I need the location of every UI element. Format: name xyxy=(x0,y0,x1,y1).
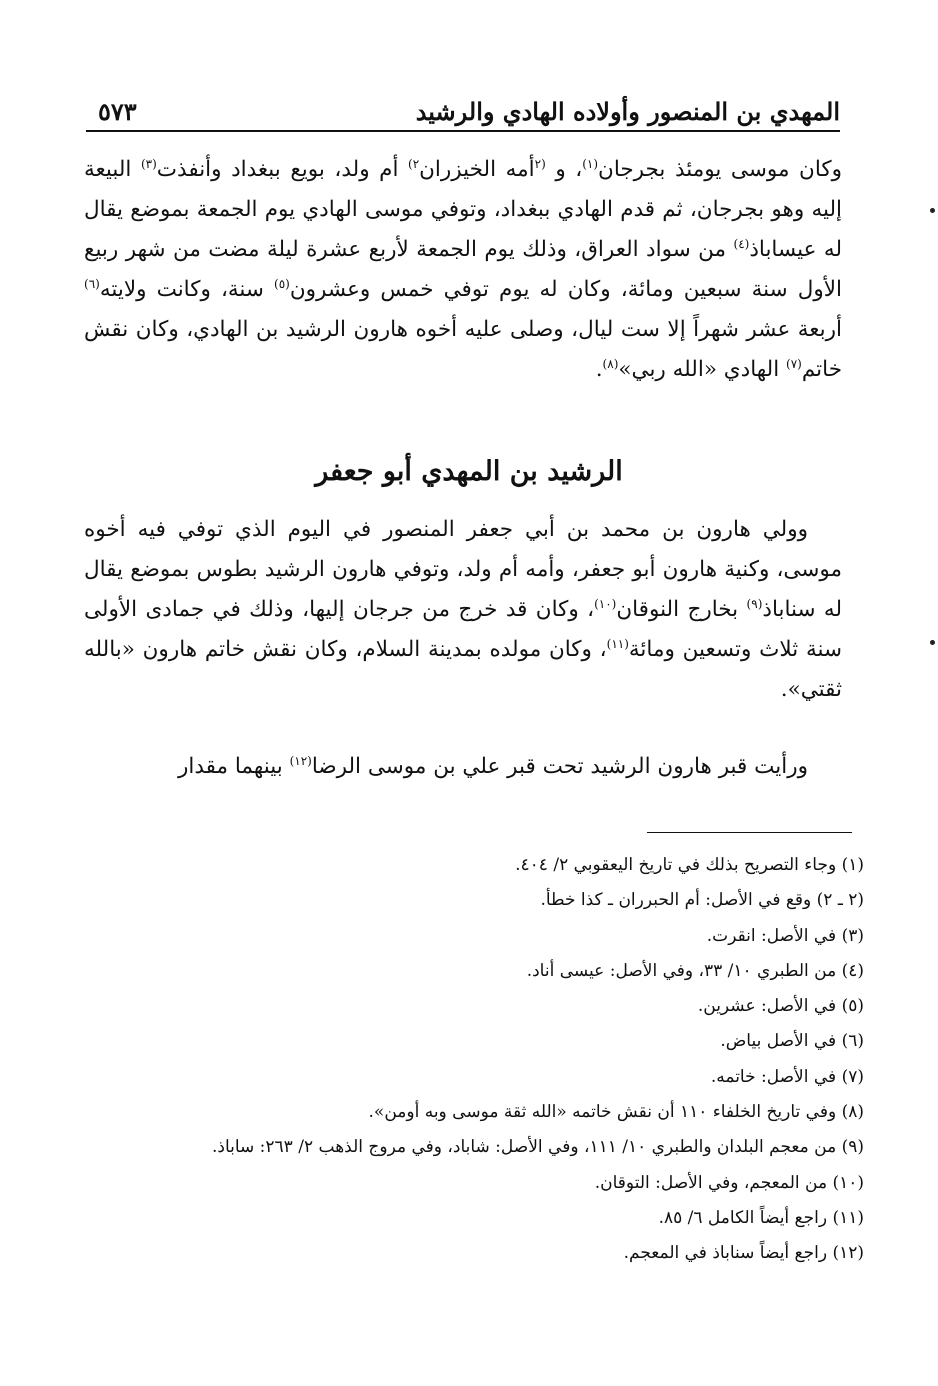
text-run: وولي هارون بن محمد بن أبي جعفر المنصور في اليوم الذي توفي فيه أخوه موسى، وكنية هارون أبو جعفر، وأمه أم ولد، وتوفي هارون الرشيد بطوس بموضع يقال له سناباذ xyxy=(84,517,843,622)
text-run: البيعة إليه وهو بجرجان، ثم قدم الهادي ببغداد، وتوفي موسى الهادي يوم الجمعة بموضع يقال له عيساباذ xyxy=(84,157,842,262)
section-heading: الرشيد بن المهدي أبو جعفر xyxy=(315,456,623,487)
footnote-ref: (٤) xyxy=(733,236,750,251)
footnote-2: (٢ ـ ٢) وقع في الأصل: أم الحبرران ـ كذا خطأ. xyxy=(540,890,864,911)
footnote-ref: (٧) xyxy=(786,356,802,371)
paragraph-2 xyxy=(84,510,842,710)
footnote-1: (١) وجاء التصريح بذلك في تاريخ اليعقوبي ٢/ ٤٠٤. xyxy=(515,855,864,875)
footnote-ref: (٥) xyxy=(274,276,290,291)
text-run: سنة، وكانت ولايته xyxy=(99,277,275,302)
text-run: أم ولد، بويع ببغداد وأنفذت xyxy=(156,157,408,182)
paragraph-3 xyxy=(84,747,842,787)
footnote-3: (٣) في الأصل: انقرت. xyxy=(706,925,864,946)
footnotes xyxy=(60,848,864,1272)
text-run: من سواد العراق، وذلك يوم الجمعة لأربع عشرة ليلة مضت من شهر ربيع الأول سنة سبعين ومائة، وكان له يوم توفي خمس وعشرون xyxy=(84,237,842,302)
header-rule xyxy=(86,130,840,132)
footnote-5: (٥) في الأصل: عشرين. xyxy=(697,996,864,1017)
margin-mark xyxy=(930,640,935,645)
footnote-separator xyxy=(647,832,852,833)
paragraph-1-text xyxy=(84,150,842,390)
footnote-ref: (٦) xyxy=(84,276,100,291)
page-header xyxy=(98,86,840,126)
text-run: . xyxy=(595,357,603,382)
paragraph-3-text xyxy=(84,747,842,787)
paragraph-1 xyxy=(84,150,842,390)
footnote-12: (١٢) راجع أيضاً سناباذ في المعجم. xyxy=(623,1243,864,1264)
text-run: أمه الخيزران xyxy=(419,157,535,182)
footnote-ref: (١) xyxy=(582,156,599,171)
text-run: ورأيت قبر هارون الرشيد تحت قبر علي بن موسى الرضا xyxy=(311,754,808,779)
text-run: وكان موسى يومئذ بجرجان xyxy=(598,157,842,182)
footnote-ref: (٣) xyxy=(140,156,157,171)
footnote-ref: (١١) xyxy=(606,636,629,651)
footnote-ref: ٢) xyxy=(408,156,420,171)
running-title: المهدي بن المنصور وأولاده الهادي والرشيد xyxy=(415,97,840,126)
footnote-ref: (٢ xyxy=(534,156,546,171)
footnote-4: (٤) من الطبري ١٠/ ٣٣، وفي الأصل: عيسى أناد. xyxy=(526,960,864,981)
footnote-8: (٨) وفي تاريخ الخلفاء ١١٠ أن نقش خاتمه «الله ثقة موسى وبه أومن». xyxy=(368,1102,864,1123)
page-number: ٥٧٣ xyxy=(98,97,137,126)
text-run: ، وكان قد خرج من جرجان إليها، وذلك في جمادى الأولى سنة ثلاث وتسعين ومائة xyxy=(84,597,842,662)
footnote-ref: (٨) xyxy=(602,356,619,371)
footnote-11: (١١) راجع أيضاً الكامل ٦/ ٨٥. xyxy=(658,1207,864,1228)
text-run: بينهما مقدار xyxy=(178,754,290,779)
footnote-ref: (١٢) xyxy=(289,753,312,768)
footnote-9: (٩) من معجم البلدان والطبري ١٠/ ١١١، وفي الأصل: شاباد، وفي مروج الذهب ٢/ ٢٦٣: ساباذ. xyxy=(211,1137,864,1158)
footnote-7: (٧) في الأصل: خاتمه. xyxy=(710,1066,864,1087)
margin-mark xyxy=(930,208,935,213)
footnote-10: (١٠) من المعجم، وفي الأصل: التوقان. xyxy=(594,1172,864,1193)
footnote-6: (٦) في الأصل بياض. xyxy=(720,1031,864,1052)
footnote-ref: (١٠) xyxy=(594,596,617,611)
text-run: ، و xyxy=(545,157,583,182)
footnote-ref: (٩) xyxy=(746,596,763,611)
text-run: الهادي «الله ربي» xyxy=(618,357,787,382)
text-run: أربعة عشر شهراً إلا ست ليال، وصلى عليه أخوه هارون الرشيد بن الهادي، وكان نقش خاتم xyxy=(84,317,842,382)
text-run: ، وكان مولده بمدينة السلام، وكان نقش خاتم هارون «بالله ثقتي». xyxy=(84,637,842,702)
text-run: بخارج النوقان xyxy=(616,597,747,622)
paragraph-2-text xyxy=(84,510,842,710)
